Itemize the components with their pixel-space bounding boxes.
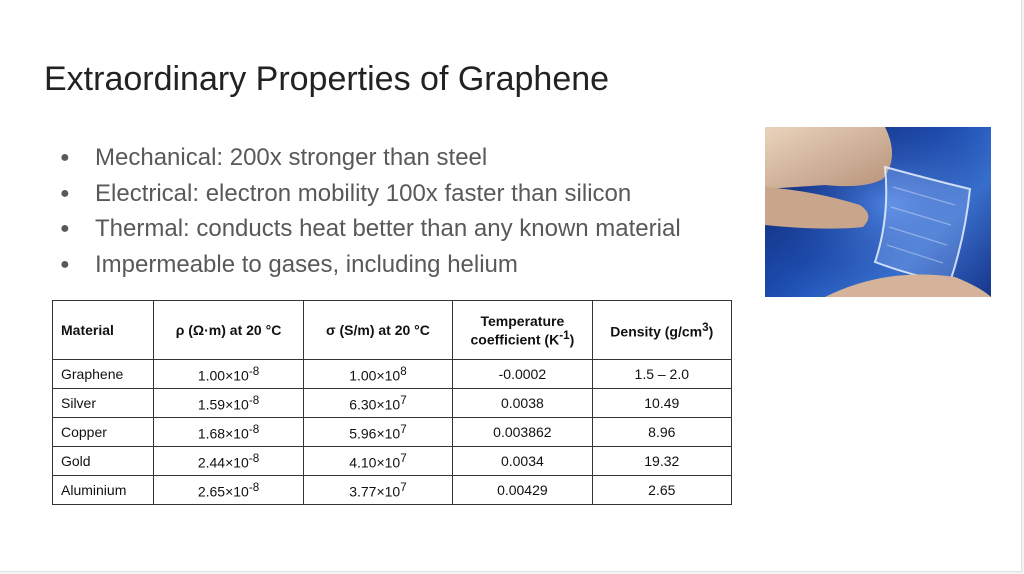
cell-density: 8.96 <box>592 418 731 447</box>
bullet-item <box>60 247 681 283</box>
table-row <box>53 418 732 447</box>
bullet-item <box>60 176 681 212</box>
bullet-dot-icon: ● <box>60 149 70 166</box>
table-row <box>53 447 732 476</box>
header-density: Density $(g/cm^3)$ <box>592 301 731 360</box>
bullet-text: Impermeable to gases, including helium <box>95 250 518 278</box>
cell-temperature-coefficient: -0.0002 <box>453 360 592 389</box>
cell-conductivity: $3.77\times 10^7$ <box>303 476 452 505</box>
table-row <box>53 360 732 389</box>
cell-density: 19.32 <box>592 447 731 476</box>
cell-conductivity: $5.96\times 10^7$ <box>303 418 452 447</box>
cell-material: Gold <box>53 447 154 476</box>
cell-material: Silver <box>53 389 154 418</box>
graphene-sheet-photo <box>765 127 991 297</box>
cell-density: 10.49 <box>592 389 731 418</box>
cell-density: 1.5 – 2.0 <box>592 360 731 389</box>
header-conductivity: σ (S/m) at 20 °C <box>303 301 452 360</box>
cell-material: Copper <box>53 418 154 447</box>
bullet-text: Thermal: conducts heat better than any known material <box>95 215 681 242</box>
cell-resistivity: $1.59\times 10^{-8}$ <box>154 389 303 418</box>
cell-material: Aluminium <box>53 476 154 505</box>
bullet-text: Mechanical: 200x stronger than steel <box>95 144 488 171</box>
cell-resistivity: $1.68\times 10^{-8}$ <box>154 418 303 447</box>
cell-resistivity: $2.65\times 10^{-8}$ <box>154 476 303 505</box>
slide-title: Extraordinary Properties of Graphene <box>44 60 610 98</box>
cell-resistivity: $2.44\times 10^{-8}$ <box>154 447 303 476</box>
bullet-text: Electrical: electron mobility 100x faster than silicon <box>95 179 632 207</box>
header-material: Material <box>53 301 154 360</box>
cell-resistivity: $1.00\times 10^{-8}$ <box>154 360 303 389</box>
cell-conductivity: $1.00\times 10^8$ <box>303 360 452 389</box>
bullet-list <box>60 140 681 282</box>
bullet-item <box>60 140 681 176</box>
bullet-dot-icon: ● <box>60 220 70 237</box>
header-resistivity: ρ (Ω·m) at 20 °C <box>154 301 303 360</box>
cell-temperature-coefficient: 0.00429 <box>453 476 592 505</box>
cell-conductivity: $6.30\times 10^7$ <box>303 389 452 418</box>
cell-temperature-coefficient: 0.0038 <box>453 389 592 418</box>
cell-temperature-coefficient: 0.003862 <box>453 418 592 447</box>
graphene-sheet-illustration <box>765 127 991 297</box>
cell-density: 2.65 <box>592 476 731 505</box>
bullet-dot-icon: ● <box>60 255 70 273</box>
table-header-row <box>53 301 732 360</box>
bullet-item <box>60 211 681 247</box>
properties-table <box>52 300 732 505</box>
header-temperature-coefficient: Temperature coefficient $(K^{-1})$ <box>453 301 592 360</box>
cell-conductivity: $4.10\times 10^7$ <box>303 447 452 476</box>
cell-material: Graphene <box>53 360 154 389</box>
table-row <box>53 389 732 418</box>
table-row <box>53 476 732 505</box>
bullet-dot-icon: ● <box>60 184 70 202</box>
cell-temperature-coefficient: 0.0034 <box>453 447 592 476</box>
